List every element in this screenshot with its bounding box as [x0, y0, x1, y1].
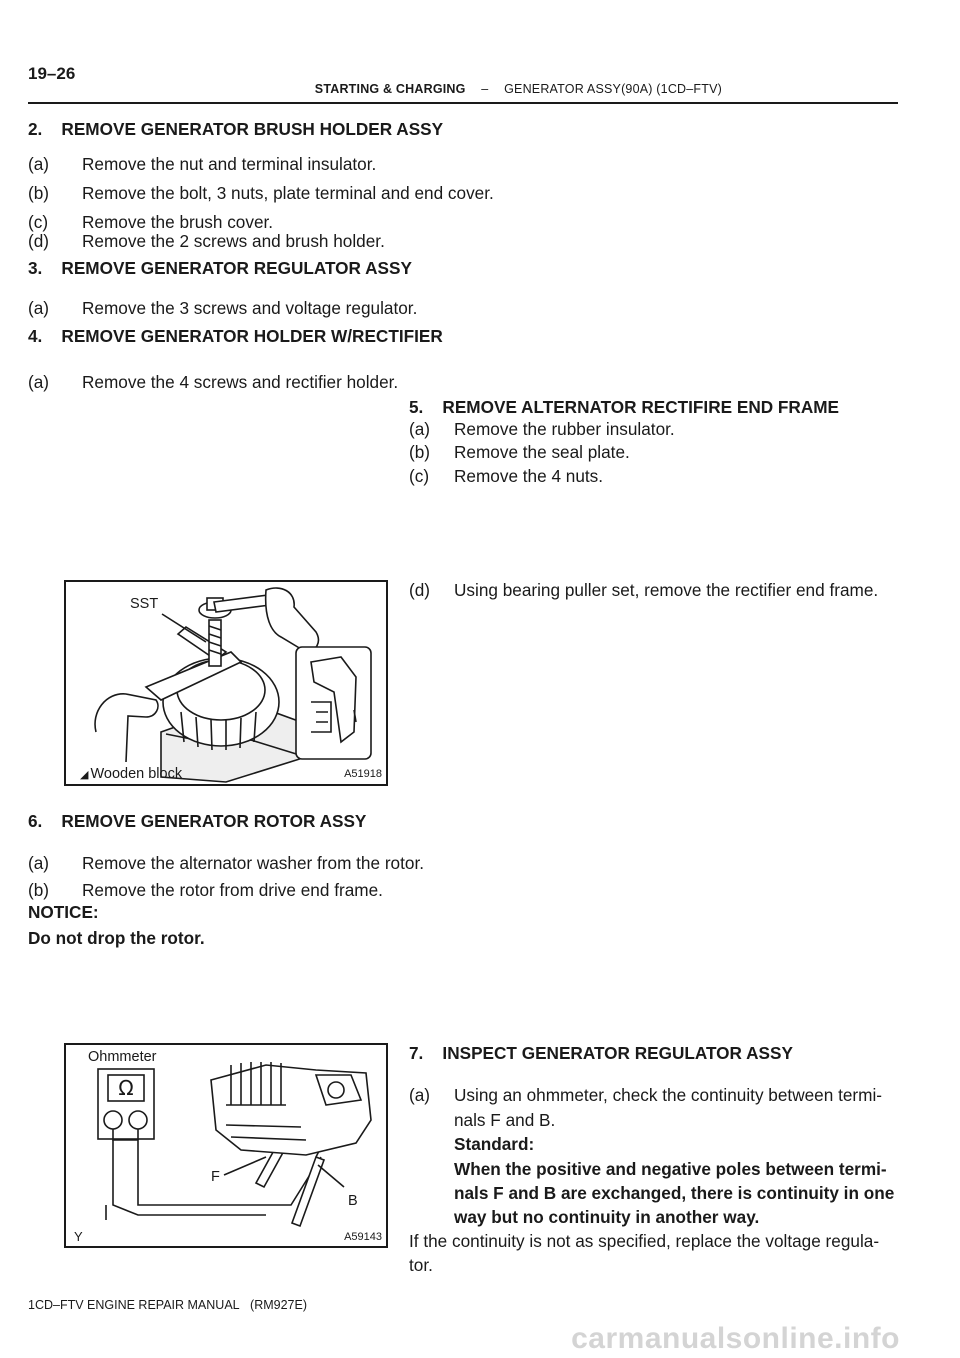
label-ohmmeter: Ohmmeter: [88, 1049, 157, 1065]
label-terminal-b: B: [348, 1193, 358, 1209]
step-5c: (c) Remove the 4 nuts.: [409, 466, 604, 486]
standard-line-2: nals F and B are exchanged, there is continuity in one: [454, 1183, 895, 1203]
step-6a: (a) Remove the alternator washer from the rotor.: [28, 853, 424, 873]
step-7a: (a) Using an ohmmeter, check the continuity between termi-: [409, 1085, 882, 1105]
label-wooden-block: ◢ Wooden block: [80, 766, 183, 782]
ohm-symbol-icon: Ω: [118, 1076, 134, 1100]
label-sst: SST: [130, 596, 159, 612]
header-separator: –: [481, 82, 489, 96]
manual-footer: 1CD–FTV ENGINE REPAIR MANUAL (RM927E): [28, 1298, 307, 1312]
step-4a: (a) Remove the 4 screws and rectifier holder.: [28, 372, 399, 392]
step-6b: (b) Remove the rotor from drive end frame.: [28, 880, 383, 900]
header-rule: [28, 102, 898, 104]
label-terminal-f: F: [211, 1169, 220, 1185]
notice-text: Do not drop the rotor.: [28, 928, 205, 948]
standard-line-3: way but no continuity in another way.: [454, 1207, 760, 1227]
step-5a: (a) Remove the rubber insulator.: [409, 419, 675, 439]
header-subsection: GENERATOR ASSY(90A) (1CD–FTV): [504, 82, 722, 96]
step-7a-cont: nals F and B.: [454, 1110, 556, 1130]
notice-label: NOTICE:: [28, 902, 99, 922]
step-2a: (a) Remove the nut and terminal insulator.: [28, 154, 377, 174]
step-6-title: 6. REMOVE GENERATOR ROTOR ASSY: [28, 811, 367, 831]
figure-id-2: A59143: [344, 1231, 382, 1243]
ohmmeter-illustration: [66, 1045, 386, 1246]
step-7-title: 7. INSPECT GENERATOR REGULATOR ASSY: [409, 1043, 793, 1063]
watermark: carmanualsonline.info: [571, 1322, 900, 1355]
standard-line-1: When the positive and negative poles between termi-: [454, 1159, 887, 1179]
step-2c: (c) Remove the brush cover.: [28, 212, 274, 232]
step-4-title: 4. REMOVE GENERATOR HOLDER W/RECTIFIER: [28, 326, 443, 346]
step-5d: (d) Using bearing puller set, remove the rectifier end frame.: [409, 580, 879, 600]
figure-ohmmeter-check: [64, 1043, 388, 1248]
step-3-title: 3. REMOVE GENERATOR REGULATOR ASSY: [28, 258, 412, 278]
page-number: 19–26: [28, 64, 76, 83]
running-header: [315, 82, 722, 96]
standard-label: Standard:: [454, 1134, 535, 1154]
step-2-title: 2. REMOVE GENERATOR BRUSH HOLDER ASSY: [28, 119, 444, 139]
note-line-1: If the continuity is not as specified, replace the voltage regula-: [409, 1231, 880, 1251]
step-2b: (b) Remove the bolt, 3 nuts, plate terminal and end cover.: [28, 183, 494, 203]
step-5b: (b) Remove the seal plate.: [409, 442, 630, 462]
pointer-icon: ◢: [80, 769, 89, 781]
bearing-puller-illustration: [66, 582, 386, 784]
figure-id: A51918: [344, 768, 382, 780]
header-section: STARTING & CHARGING: [314, 82, 466, 96]
step-3a: (a) Remove the 3 screws and voltage regulator.: [28, 298, 418, 318]
note-line-2: tor.: [409, 1255, 433, 1275]
label-y: Y: [74, 1229, 83, 1244]
step-2d: (d) Remove the 2 screws and brush holder.: [28, 231, 385, 251]
figure-bearing-puller: [64, 580, 388, 786]
step-5-title: 5. REMOVE ALTERNATOR RECTIFIRE END FRAME: [409, 397, 840, 417]
